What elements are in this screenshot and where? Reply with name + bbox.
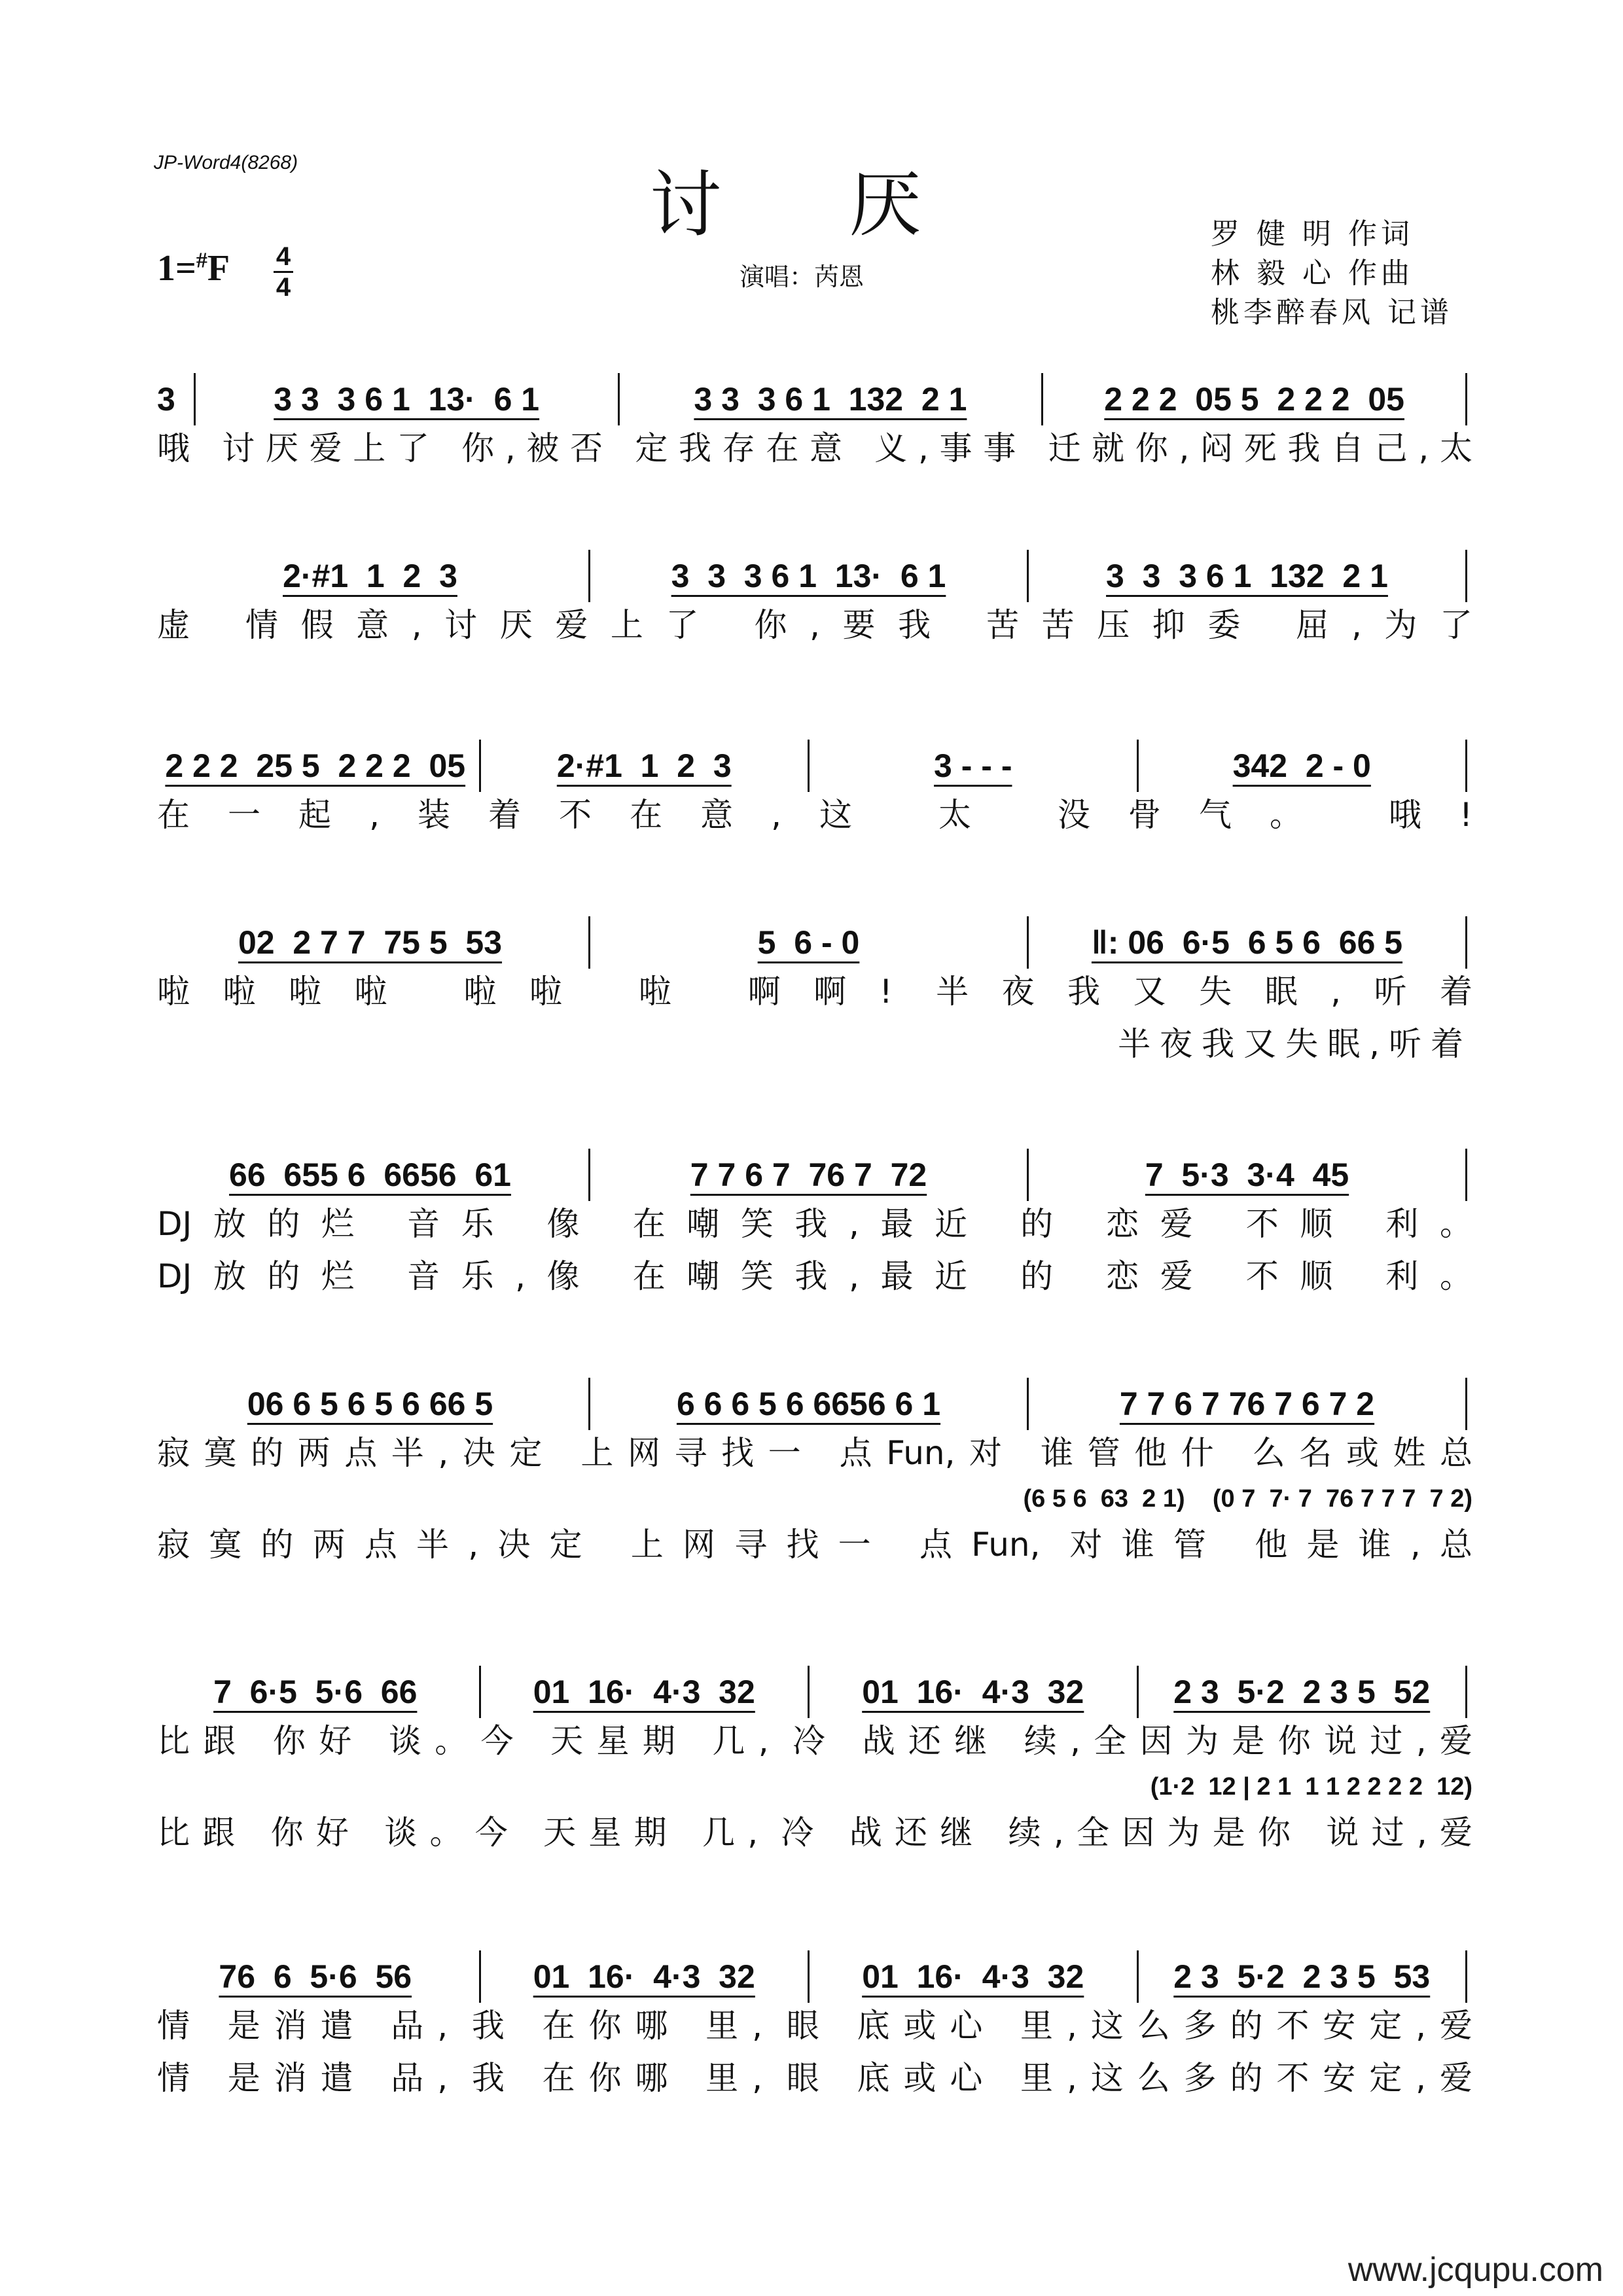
barline [1465,1149,1467,1201]
barline [1137,1666,1139,1718]
accompaniment-notes: (6 5 6 63 2 1) (0 7 7· 7 76 7 7 7 7 2) [1023,1485,1472,1513]
barline [618,373,620,425]
barline [194,373,196,425]
singer-credit: 演唱：芮恩 [740,262,865,291]
score-system [157,1381,1472,1571]
barline [1465,1950,1467,2003]
barline [1027,916,1029,969]
barline [808,1666,810,1718]
lyric-line-verse2: 半夜我又失眠,听着 [1118,1025,1472,1063]
lyric-line: 寂寞的两点半,决定 上网寻找一 点Fun,对 谁管他什 么名或姓总 [157,1434,1472,1472]
notation-line [157,743,1472,789]
barline [1465,373,1467,425]
lyric-line: 比跟 你好 谈。今 天星期 几, 冷 战还继 续,全因为是你说过,爱 [157,1722,1472,1760]
barline [1027,1378,1029,1430]
time-top: 4 [276,242,291,271]
score-system [157,743,1472,841]
barline [1041,373,1043,425]
lyric-line: 啦啦啦啦 啦啦 啦 啊啊! 半夜我又失眠,听着 [157,973,1472,1011]
notation-line [157,1152,1472,1198]
notation-line [157,553,1472,599]
notation-line [157,376,1472,422]
credits [1211,215,1453,332]
accompaniment-notes: (1·2 12 | 2 1 1 1 2 2 2 2 12) [1150,1773,1472,1801]
measure: 2·#1 1 2 3 [556,747,732,784]
notation-line [157,1669,1472,1715]
barline [1465,916,1467,969]
notation-line [157,1381,1472,1427]
score-system [157,1954,1472,2104]
measure: 2 2 2 25 5 2 2 2 05 [165,747,466,784]
measure: 3 3 3 6 1 13· 6 1 [671,558,946,594]
barline [479,1950,481,2003]
barline [479,1666,481,1718]
watermark: www.jcqupu.com [1347,2251,1603,2289]
measure: 01 16· 4·3 32 [862,1674,1084,1710]
measure: 3 - - - [934,747,1012,784]
score-system [157,1152,1472,1302]
time-signature [274,243,293,300]
notation-line [157,1954,1472,2000]
measure: 2 3 5·2 2 3 5 53 [1173,1958,1431,1995]
lyric-line: 寂寞的两点半,决定 上网寻找一 点Fun, 对谁管 他是谁,总 [157,1526,1472,1564]
measure: 76 6 5·6 56 [219,1958,412,1995]
barline [1137,1950,1139,2003]
composer-credit: 林 毅 心 作曲 [1211,257,1414,290]
lyric-line: 在一起,装着不在意,这 太 没骨气。 哦! [157,796,1472,834]
lyric-line: 比跟 你好 谈。今 天星期 几, 冷 战还继 续,全因为是你 说过,爱 [157,1814,1472,1852]
key-signature [157,247,230,289]
barline [588,916,590,969]
score-system [157,1669,1472,1859]
measure: 5 6 - 0 [757,924,860,961]
score-system [157,553,1472,651]
measure: ‖: 06 6·5 6 5 6 66 5 [1091,924,1403,961]
barline [1465,740,1467,792]
measure: 7 7 6 7 76 7 72 [690,1157,927,1193]
software-label: JP-Word4(8268) [154,152,298,173]
lyric-line: 哦 讨厌爱上了 你,被否 定我存在意 义,事事 迁就你,闷死我自己,太 [157,429,1472,467]
barline [1465,1666,1467,1718]
song-title: 讨 厌 [649,163,974,247]
lyricist-credit: 罗 健 明 作词 [1211,217,1414,251]
lyric-line: 情 是消遣 品, 我 在你哪 里, 眼 底或心 里,这么多的不安定,爱 [157,2007,1472,2045]
lyric-line: DJ放的烂 音乐 像 在嘲笑我,最近 的 恋爱 不顺 利。 [157,1205,1472,1243]
barline [808,740,810,792]
measure: 01 16· 4·3 32 [533,1674,755,1710]
measure: 02 2 7 7 75 5 53 [238,924,503,961]
score-system [157,920,1472,1070]
measure: 342 2 - 0 [1232,747,1371,784]
lyric-line: DJ放的烂 音乐,像 在嘲笑我,最近 的 恋爱 不顺 利。 [157,1257,1472,1295]
key-prefix: 1= [157,248,196,289]
measure: 3 3 3 6 1 132 2 1 [694,381,967,418]
barline [1137,740,1139,792]
measure: 3 3 3 6 1 132 2 1 [1106,558,1388,594]
measure: 2 3 5·2 2 3 5 52 [1173,1674,1431,1710]
measure: 6 6 6 5 6 6656 6 1 [676,1386,941,1422]
barline [479,740,481,792]
transcriber-credit: 桃李醉春风 记谱 [1211,296,1453,329]
barline [1465,1378,1467,1430]
barline [1027,1149,1029,1201]
barline [808,1950,810,2003]
sharp-sign: # [196,248,207,273]
measure: 7 5·3 3·4 45 [1145,1157,1349,1193]
lyric-line: 情 是消遣 品, 我 在你哪 里, 眼 底或心 里,这么多的不安定,爱 [157,2059,1472,2097]
measure: 06 6 5 6 5 6 66 5 [247,1386,493,1422]
barline [588,1149,590,1201]
time-bottom: 4 [276,273,291,302]
score-system [157,376,1472,475]
barline [1465,550,1467,602]
barline [588,1378,590,1430]
measure: 01 16· 4·3 32 [533,1958,755,1995]
key-note: F [207,248,230,289]
measure: 2 2 2 05 5 2 2 2 05 [1104,381,1404,418]
measure: 7 7 6 7 76 7 6 7 2 [1119,1386,1375,1422]
notation-line [157,920,1472,965]
measure: 01 16· 4·3 32 [862,1958,1084,1995]
measure: 66 655 6 6656 61 [229,1157,511,1193]
barline [1027,550,1029,602]
pickup-note: 3 [157,381,175,418]
measure: 2·#1 1 2 3 [283,558,457,594]
measure: 7 6·5 5·6 66 [213,1674,418,1710]
lyric-line: 虚 情假意,讨厌爱上了 你,要我 苦苦压抑委 屈,为了 [157,606,1472,644]
barline [588,550,590,602]
measure: 3 3 3 6 1 13· 6 1 [274,381,540,418]
